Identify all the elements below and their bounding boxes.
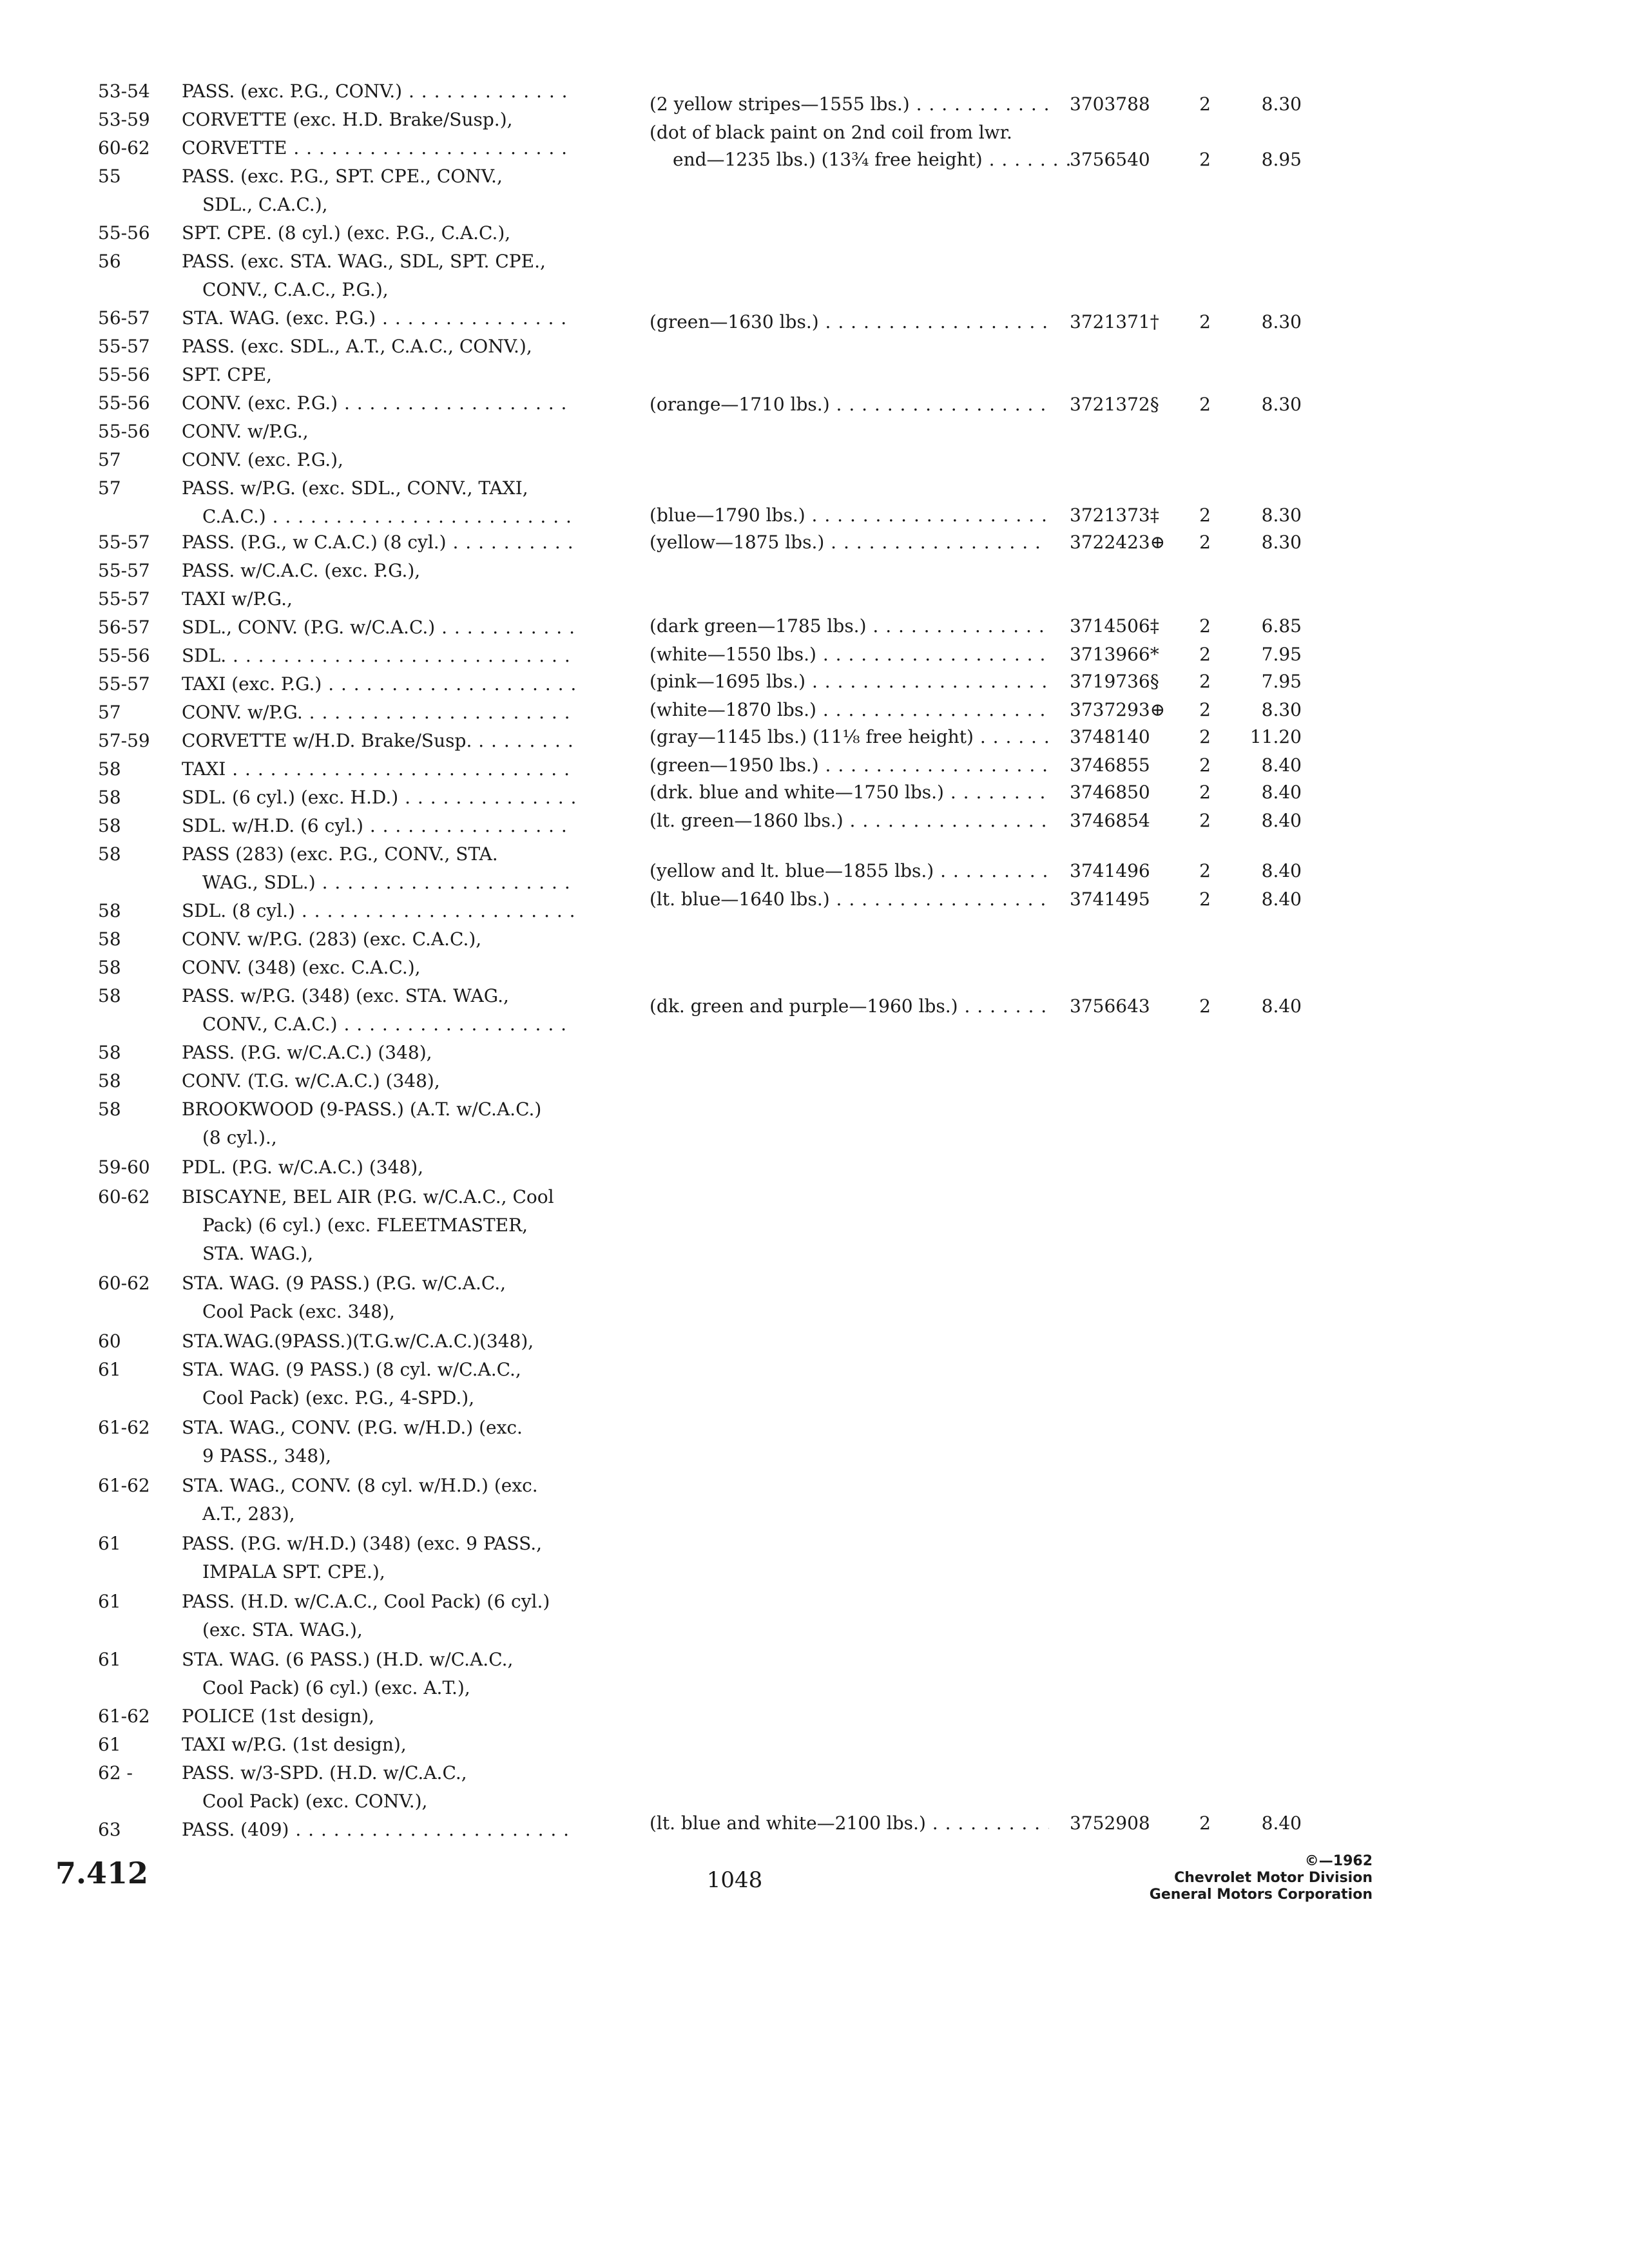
spring-description: (lt. blue and white—2100 lbs.) . . .: [650, 1809, 1049, 1838]
quantity: 2: [1199, 889, 1211, 910]
part-number: 3746855: [1070, 754, 1150, 776]
part-number: 3713966*: [1070, 644, 1159, 665]
spring-row: [0, 992, 1629, 1021]
quantity: 2: [1199, 782, 1211, 803]
application-row: [0, 1759, 1629, 1787]
application-row: [0, 1646, 1629, 1674]
model-years: 58: [98, 1070, 121, 1091]
quantity: 2: [1199, 995, 1211, 1017]
model-application: C.A.C.) . . .: [182, 503, 575, 531]
model-years: 55-57: [98, 560, 150, 581]
quantity: 2: [1199, 505, 1211, 526]
copyright-year: ©—1962: [1304, 1853, 1373, 1869]
part-number: 3752908: [1070, 1812, 1150, 1834]
quantity: 2: [1199, 149, 1211, 170]
model-years: 55-57: [98, 673, 150, 695]
model-application: BISCAYNE, BEL AIR (P.G. w/C.A.C., Cool: [182, 1186, 554, 1207]
spring-row: [0, 308, 1629, 336]
quantity: 2: [1199, 726, 1211, 747]
spring-row: [0, 640, 1629, 669]
price: 8.95: [1261, 149, 1302, 170]
model-application: STA. WAG. (6 PASS.) (H.D. w/C.A.C.,: [182, 1649, 514, 1670]
model-application: TAXI w/P.G. (1st design),: [182, 1734, 407, 1755]
quantity: 2: [1199, 644, 1211, 665]
part-number: 3714506‡: [1070, 615, 1159, 637]
model-application: WAG., SDL.) . . .: [182, 869, 575, 897]
model-application: (exc. STA. WAG.),: [202, 1619, 363, 1640]
spring-description: (white—1870 lbs.) . . .: [650, 696, 1049, 724]
application-row: [0, 247, 1629, 276]
model-application: SDL., C.A.C.),: [202, 194, 328, 215]
model-application: PASS. w/C.A.C. (exc. P.G.),: [182, 560, 421, 581]
corporation-name: General Motors Corporation: [1149, 1887, 1373, 1903]
model-years: 61: [98, 1734, 121, 1755]
application-row: [0, 1616, 1629, 1644]
model-application: Cool Pack) (6 cyl.) (exc. A.T.),: [202, 1677, 470, 1698]
model-years: 53-59: [98, 109, 150, 130]
application-row: [0, 1442, 1629, 1470]
model-years: 59-60: [98, 1157, 150, 1178]
model-application: PASS. (H.D. w/C.A.C., Cool Pack) (6 cyl.): [182, 1591, 550, 1612]
price: 8.40: [1261, 810, 1302, 831]
model-application: 9 PASS., 348),: [202, 1445, 332, 1466]
price: 11.20: [1249, 726, 1302, 747]
price: 7.95: [1261, 671, 1302, 692]
spring-description: (yellow—1875 lbs.) . . .: [650, 528, 1049, 557]
model-years: 61: [98, 1359, 121, 1380]
section-page-number: 7.412: [55, 1856, 149, 1890]
model-years: 53-54: [98, 81, 150, 102]
model-application: POLICE (1st design),: [182, 1706, 375, 1727]
model-years: 57: [98, 449, 121, 470]
model-application: CORVETTE . . .: [182, 134, 575, 162]
spring-row: [0, 723, 1629, 751]
spring-row: [0, 778, 1629, 807]
part-number: 3719736§: [1070, 671, 1159, 692]
model-application: SDL., CONV. (P.G. w/C.A.C.) . . .: [182, 613, 575, 642]
model-application: Pack) (6 cyl.) (exc. FLEETMASTER,: [202, 1215, 528, 1236]
model-years: 58: [98, 843, 121, 865]
model-application: BROOKWOOD (9-PASS.) (A.T. w/C.A.C.): [182, 1099, 542, 1120]
quantity: 2: [1199, 671, 1211, 692]
price: 8.30: [1261, 505, 1302, 526]
model-application: TAXI . . .: [182, 755, 575, 783]
model-years: 61: [98, 1591, 121, 1612]
application-row: [0, 1153, 1629, 1182]
price: 7.95: [1261, 644, 1302, 665]
spring-row: [0, 807, 1629, 835]
model-application: SPT. CPE. (8 cyl.) (exc. P.G., C.A.C.),: [182, 222, 511, 244]
spring-row: [0, 501, 1629, 530]
model-years: 55-57: [98, 336, 150, 357]
copyright-block: [1070, 1853, 1373, 1903]
model-application: PASS. (exc. P.G., CONV.) . . .: [182, 77, 575, 106]
quantity: 2: [1199, 810, 1211, 831]
application-row: [0, 1702, 1629, 1731]
model-application: PASS. w/3-SPD. (H.D. w/C.A.C.,: [182, 1762, 467, 1783]
model-application: CONV. (exc. P.G.),: [182, 449, 343, 470]
quantity: 2: [1199, 1812, 1211, 1834]
model-application: STA. WAG., CONV. (P.G. w/H.D.) (exc.: [182, 1417, 523, 1438]
quantity: 2: [1199, 754, 1211, 776]
model-years: 58: [98, 758, 121, 780]
model-application: CONV. (T.G. w/C.A.C.) (348),: [182, 1070, 440, 1091]
spring-description: (dot of black paint on 2nd coil from lwr.: [650, 122, 1012, 143]
model-years: 56-57: [98, 617, 150, 638]
application-row: [0, 1414, 1629, 1442]
model-application: Cool Pack (exc. 348),: [202, 1301, 395, 1322]
model-years: 57: [98, 702, 121, 723]
model-application: CORVETTE (exc. H.D. Brake/Susp.),: [182, 109, 513, 130]
quantity: 2: [1199, 394, 1211, 415]
folio-number: 1048: [706, 1867, 763, 1893]
application-row: [0, 446, 1629, 474]
application-row: [0, 954, 1629, 982]
application-row: [0, 1588, 1629, 1616]
application-row: [0, 418, 1629, 446]
application-row: [0, 1211, 1629, 1240]
model-years: 60-62: [98, 1186, 150, 1207]
part-number: 3756643: [1070, 995, 1150, 1017]
part-number: 3741495: [1070, 889, 1150, 910]
part-number: 3746854: [1070, 810, 1150, 831]
application-row: [0, 1356, 1629, 1384]
model-years: 55-56: [98, 222, 150, 244]
model-years: 58: [98, 787, 121, 808]
model-application: IMPALA SPT. CPE.),: [202, 1561, 385, 1582]
price: 8.40: [1261, 1812, 1302, 1834]
application-row: [0, 1095, 1629, 1124]
application-row: [0, 332, 1629, 361]
model-years: 55-57: [98, 588, 150, 610]
model-years: 58: [98, 1099, 121, 1120]
model-application: CONV., C.A.C.) . . .: [182, 1010, 575, 1039]
model-years: 61-62: [98, 1706, 150, 1727]
model-application: CONV., C.A.C., P.G.),: [202, 279, 389, 300]
model-years: 61: [98, 1533, 121, 1554]
model-years: 57-59: [98, 730, 150, 751]
model-application: CONV. w/P.G. . . .: [182, 698, 575, 727]
model-years: 60: [98, 1331, 121, 1352]
application-row: [0, 1674, 1629, 1702]
application-row: [0, 1327, 1629, 1356]
part-number: 3737293⊕: [1070, 699, 1166, 720]
model-application: PASS. w/P.G. (exc. SDL., CONV., TAXI,: [182, 477, 528, 499]
spring-description: (pink—1695 lbs.) . . .: [650, 668, 1049, 696]
model-application: SDL. (8 cyl.) . . .: [182, 897, 575, 925]
part-number: 3722423⊕: [1070, 532, 1166, 553]
model-years: 60-62: [98, 1273, 150, 1294]
application-row: [0, 219, 1629, 247]
model-years: 63: [98, 1819, 121, 1840]
spring-description: (white—1550 lbs.) . . .: [650, 640, 1049, 669]
spring-description: (lt. blue—1640 lbs.) . . .: [650, 885, 1049, 914]
application-row: [0, 1472, 1629, 1500]
spring-row: [0, 90, 1629, 119]
spring-row: [0, 696, 1629, 724]
quantity: 2: [1199, 93, 1211, 115]
application-row: [0, 276, 1629, 304]
model-years: 60-62: [98, 137, 150, 159]
spring-description: (orange—1710 lbs.) . . .: [650, 390, 1049, 419]
model-application: STA.WAG.(9PASS.)(T.G.w/C.A.C.)(348),: [182, 1331, 534, 1352]
application-row: [0, 1240, 1629, 1268]
application-row: [0, 1183, 1629, 1211]
spring-row: [0, 612, 1629, 640]
part-number: 3756540: [1070, 149, 1150, 170]
model-application: PASS. (exc. STA. WAG., SDL, SPT. CPE.,: [182, 251, 546, 272]
quantity: 2: [1199, 311, 1211, 332]
model-application: PASS. (exc. SDL., A.T., C.A.C., CONV.),: [182, 336, 532, 357]
model-application: PASS. (P.G., w C.A.C.) (8 cyl.) . . .: [182, 528, 575, 557]
price: 8.30: [1261, 93, 1302, 115]
model-application: TAXI (exc. P.G.) . . .: [182, 670, 575, 698]
spring-description: (green—1950 lbs.) . . .: [650, 751, 1049, 780]
model-years: 58: [98, 1042, 121, 1063]
price: 8.40: [1261, 860, 1302, 881]
model-application: SDL. w/H.D. (6 cyl.) . . .: [182, 812, 575, 840]
spring-description: end—1235 lbs.) (13¾ free height) . . .: [650, 146, 1072, 174]
model-years: 55-56: [98, 364, 150, 385]
application-row: [0, 925, 1629, 954]
spring-row: [0, 857, 1629, 885]
spring-description: (green—1630 lbs.) . . .: [650, 308, 1049, 336]
model-years: 58: [98, 985, 121, 1006]
spring-description: (yellow and lt. blue—1855 lbs.) . . .: [650, 857, 1049, 885]
application-row: [0, 1558, 1629, 1586]
price: 8.30: [1261, 532, 1302, 553]
model-application: PDL. (P.G. w/C.A.C.) (348),: [182, 1157, 424, 1178]
model-years: 61: [98, 1649, 121, 1670]
division-name: Chevrolet Motor Division: [1174, 1870, 1373, 1886]
model-application: Cool Pack) (exc. CONV.),: [202, 1791, 428, 1812]
application-row: [0, 1298, 1629, 1326]
model-application: CONV. (348) (exc. C.A.C.),: [182, 957, 421, 978]
spring-row: [0, 146, 1629, 174]
model-application: STA. WAG. (exc. P.G.) . . .: [182, 304, 575, 332]
model-years: 55: [98, 166, 121, 187]
spring-description: (drk. blue and white—1750 lbs.) . . .: [650, 778, 1049, 807]
part-number: 3721372§: [1070, 394, 1159, 415]
model-application: (8 cyl.).,: [202, 1127, 277, 1148]
part-number: 3746850: [1070, 782, 1150, 803]
price: 8.40: [1261, 995, 1302, 1017]
model-years: 55-57: [98, 532, 150, 553]
model-application: STA. WAG. (9 PASS.) (P.G. w/C.A.C.,: [182, 1273, 506, 1294]
application-row: [0, 361, 1629, 389]
model-application: STA. WAG., CONV. (8 cyl. w/H.D.) (exc.: [182, 1475, 538, 1496]
price: 8.30: [1261, 699, 1302, 720]
spring-row: [0, 119, 1629, 147]
application-row: [0, 1384, 1629, 1412]
application-row: [0, 585, 1629, 613]
model-application: CONV. (exc. P.G.) . . .: [182, 389, 575, 418]
price: 8.40: [1261, 889, 1302, 910]
application-row: [0, 474, 1629, 503]
part-number: 3741496: [1070, 860, 1150, 881]
spring-description: (gray—1145 lbs.) (11⅛ free height) . . .: [650, 723, 1049, 751]
price: 6.85: [1261, 615, 1302, 637]
application-row: [0, 1500, 1629, 1528]
spring-description: (2 yellow stripes—1555 lbs.) . . .: [650, 90, 1049, 119]
part-number: 3748140: [1070, 726, 1150, 747]
spring-description: (blue—1790 lbs.) . . .: [650, 501, 1049, 530]
part-number: 3703788: [1070, 93, 1150, 115]
model-years: 58: [98, 900, 121, 921]
model-application: PASS (283) (exc. P.G., CONV., STA.: [182, 843, 498, 865]
spring-row: [0, 1809, 1629, 1838]
application-row: [0, 1731, 1629, 1759]
application-row: [0, 191, 1629, 219]
model-years: 55-56: [98, 645, 150, 666]
price: 8.40: [1261, 754, 1302, 776]
application-row: [0, 1039, 1629, 1067]
model-application: STA. WAG. (9 PASS.) (8 cyl. w/C.A.C.,: [182, 1359, 521, 1380]
application-row: [0, 1269, 1629, 1298]
model-years: 58: [98, 815, 121, 836]
spring-row: [0, 390, 1629, 419]
price: 8.30: [1261, 311, 1302, 332]
application-row: [0, 1067, 1629, 1095]
model-application: CORVETTE w/H.D. Brake/Susp. . . .: [182, 727, 575, 755]
quantity: 2: [1199, 860, 1211, 881]
spring-description: (lt. green—1860 lbs.) . . .: [650, 807, 1049, 835]
model-application: PASS. (409) . . .: [182, 1816, 575, 1844]
model-years: 58: [98, 957, 121, 978]
model-years: 56: [98, 251, 121, 272]
model-application: SPT. CPE,: [182, 364, 272, 385]
model-application: TAXI w/P.G.,: [182, 588, 293, 610]
model-application: Cool Pack) (exc. P.G., 4-SPD.),: [202, 1387, 475, 1408]
model-application: PASS. (P.G. w/C.A.C.) (348),: [182, 1042, 432, 1063]
model-application: CONV. w/P.G. (283) (exc. C.A.C.),: [182, 928, 482, 950]
model-years: 62 -: [98, 1762, 133, 1783]
spring-description: (dark green—1785 lbs.) . . .: [650, 612, 1049, 640]
quantity: 2: [1199, 532, 1211, 553]
model-years: 56-57: [98, 307, 150, 329]
application-row: [0, 1530, 1629, 1558]
spring-row: [0, 751, 1629, 780]
spring-row: [0, 528, 1629, 557]
application-row: [0, 557, 1629, 585]
price: 8.40: [1261, 782, 1302, 803]
model-application: STA. WAG.),: [202, 1243, 314, 1264]
spring-row: [0, 668, 1629, 696]
model-application: A.T., 283),: [202, 1503, 295, 1524]
spring-row: [0, 885, 1629, 914]
model-years: 61-62: [98, 1475, 150, 1496]
quantity: 2: [1199, 699, 1211, 720]
model-years: 55-56: [98, 392, 150, 414]
model-years: 57: [98, 477, 121, 499]
model-application: SDL. . . .: [182, 642, 575, 670]
model-years: 55-56: [98, 421, 150, 442]
quantity: 2: [1199, 615, 1211, 637]
model-application: CONV. w/P.G.,: [182, 421, 309, 442]
model-application: PASS. (exc. P.G., SPT. CPE., CONV.,: [182, 166, 503, 187]
model-application: SDL. (6 cyl.) (exc. H.D.) . . .: [182, 783, 575, 812]
part-number: 3721371†: [1070, 311, 1159, 332]
model-application: PASS. (P.G. w/H.D.) (348) (exc. 9 PASS.,: [182, 1533, 543, 1554]
price: 8.30: [1261, 394, 1302, 415]
application-row: [0, 1124, 1629, 1152]
model-application: PASS. w/P.G. (348) (exc. STA. WAG.,: [182, 985, 509, 1006]
model-years: 61-62: [98, 1417, 150, 1438]
spring-description: (dk. green and purple—1960 lbs.) . . .: [650, 992, 1049, 1021]
model-years: 58: [98, 928, 121, 950]
part-number: 3721373‡: [1070, 505, 1159, 526]
